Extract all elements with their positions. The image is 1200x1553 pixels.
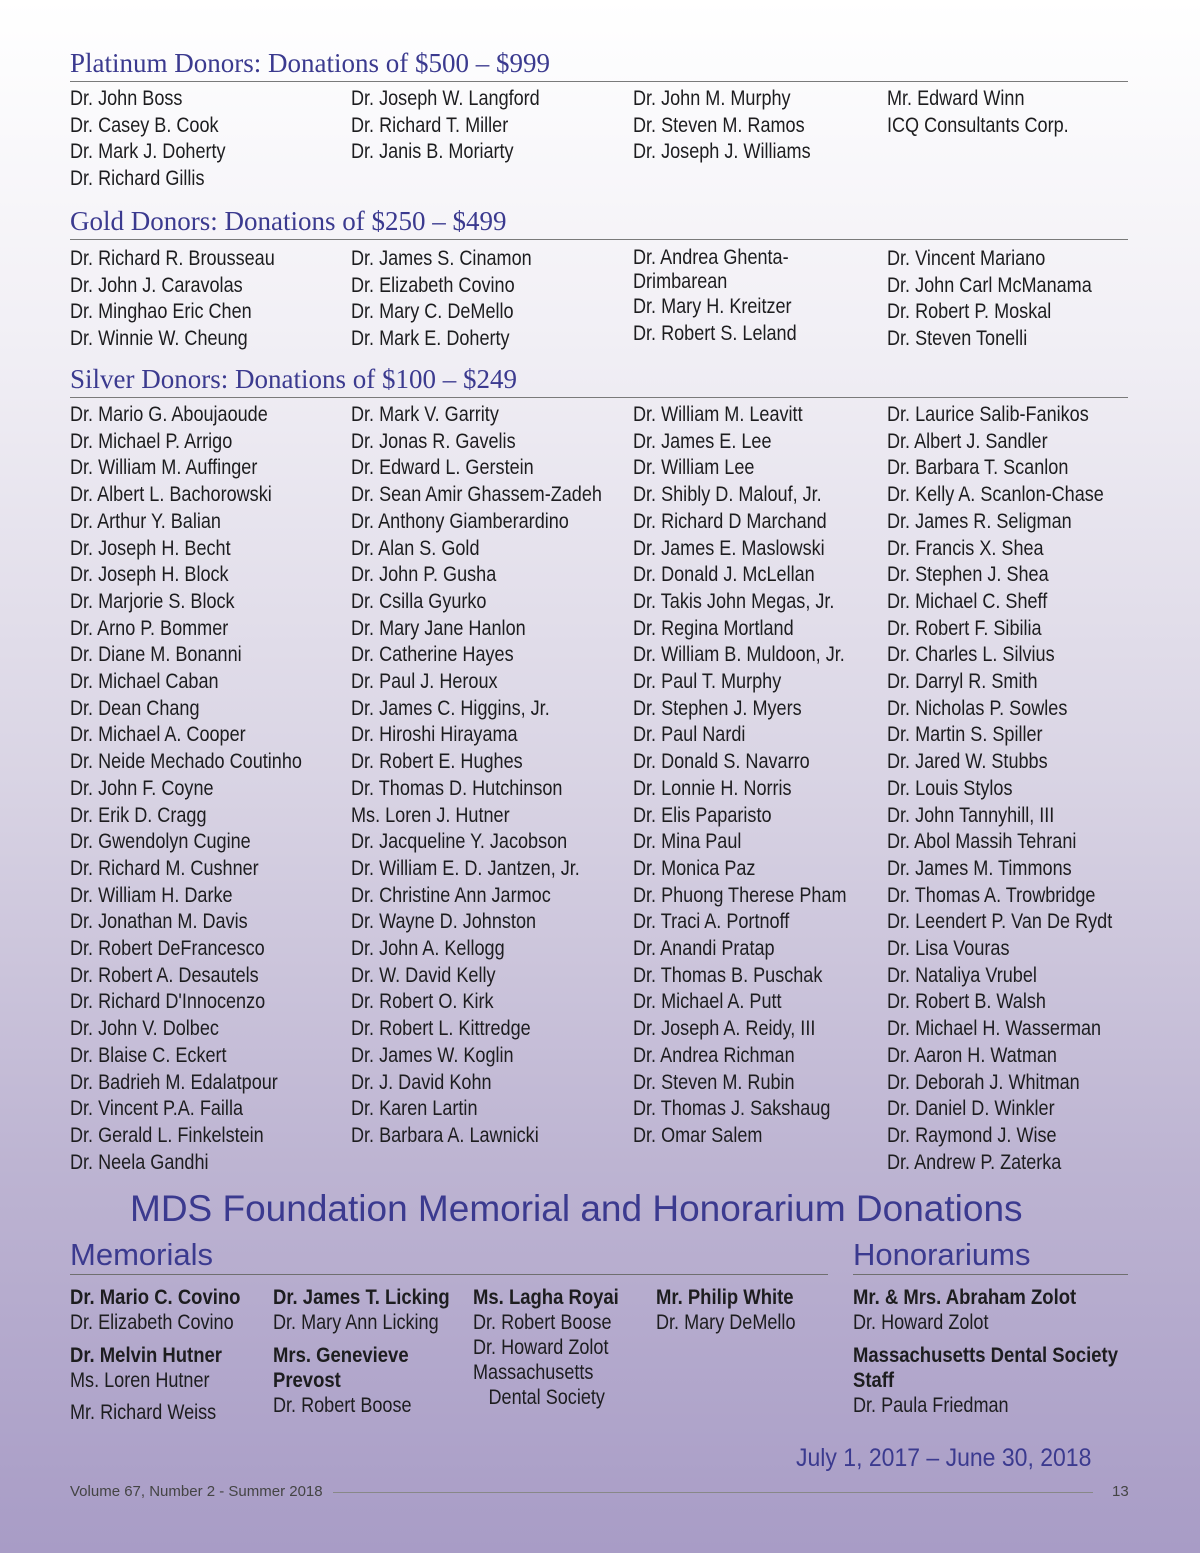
donor-name: Dr. John Boss (70, 87, 183, 110)
platinum-donors-section (70, 46, 1128, 191)
donor-name: Dr. Kelly A. Scanlon-Chase (887, 483, 1104, 507)
memorial-column-2 (273, 1285, 474, 1418)
platinum-col-3 (633, 86, 840, 166)
gold-col-3 (633, 246, 833, 347)
donor-name: Dr. Lonnie H. Norris (633, 776, 792, 800)
donor-name: Dr. Albert L. Bachorowski (70, 483, 272, 507)
memorial-donor: Mr. Richard Weiss (70, 1401, 217, 1424)
donor-name: Dr. Francis X. Shea (887, 536, 1044, 560)
donor-name: Dr. Barbara T. Scanlon (887, 456, 1069, 480)
donor-name: Dr. Winnie W. Cheung (70, 327, 248, 351)
donor-name: Dr. Csilla Gyurko (351, 589, 487, 613)
donor-name: Dr. Arno P. Bommer (70, 616, 229, 640)
donor-name: Dr. Laurice Salib-Fanikos (887, 403, 1089, 426)
donor-name: Dr. Phuong Therese Pham (633, 883, 847, 907)
donor-name: Dr. Steven M. Ramos (633, 113, 805, 137)
donor-name: Dr. J. David Kohn (351, 1070, 492, 1094)
donor-name: Dr. Andrea Richman (633, 1043, 795, 1067)
donor-name: Dr. John V. Dolbec (70, 1017, 219, 1041)
donor-name: Dr. Robert F. Sibilia (887, 616, 1042, 640)
memorial-donor: Dr. Elizabeth Covino (70, 1311, 234, 1334)
memorial-honoree: Mr. Philip White (656, 1286, 794, 1309)
donor-name: Dr. John Tannyhill, III (887, 803, 1055, 827)
silver-donors-section (70, 362, 1128, 1174)
donor-name: Dr. Robert A. Desautels (70, 963, 259, 987)
donor-name: Dr. James W. Koglin (351, 1043, 514, 1067)
donor-name: Dr. Deborah J. Whitman (887, 1070, 1080, 1094)
donor-name: Dr. James C. Higgins, Jr. (351, 696, 550, 720)
memorials-heading: Memorials (70, 1236, 828, 1275)
memorial-donor: Dental Society (488, 1386, 605, 1409)
donor-name: Dr. Jacqueline Y. Jacobson (351, 830, 568, 854)
donor-name: Dr. William M. Auffinger (70, 456, 258, 480)
donor-name: Dr. Richard R. Brousseau (70, 247, 275, 270)
donor-name: Dr. Michael C. Sheff (887, 589, 1048, 613)
memorial-donor: Dr. Howard Zolot (473, 1336, 609, 1359)
donor-name: Dr. Christine Ann Jarmoc (351, 883, 551, 907)
donor-name: Dr. Erik D. Cragg (70, 803, 207, 827)
donor-name: Dr. Gwendolyn Cugine (70, 830, 251, 854)
silver-col-4 (887, 402, 1149, 1176)
donor-name: Ms. Loren J. Hutner (351, 803, 510, 827)
silver-col-2 (351, 402, 643, 1150)
donor-name: Dr. William E. D. Jantzen, Jr. (351, 856, 580, 880)
donor-name: Dr. William M. Leavitt (633, 403, 803, 426)
honorarium-honoree: Massachusetts Dental Society (853, 1344, 1118, 1367)
donor-name: Dr. Lisa Vouras (887, 937, 1010, 961)
donor-name: Dr. Robert DeFrancesco (70, 937, 265, 961)
donor-name: Dr. Blaise C. Eckert (70, 1043, 227, 1067)
donor-name: Dr. Omar Salem (633, 1123, 763, 1147)
donor-name: Dr. Karen Lartin (351, 1097, 478, 1121)
donor-name: Dr. Joseph W. Langford (351, 87, 540, 110)
donor-name: Dr. Abol Massih Tehrani (887, 830, 1077, 854)
donor-name: Dr. Robert O. Kirk (351, 990, 494, 1014)
donor-name: Dr. Michael Caban (70, 670, 219, 694)
donor-name: Dr. Jonathan M. Davis (70, 910, 248, 934)
honorarium-honoree: Mr. & Mrs. Abraham Zolot (853, 1286, 1077, 1309)
donor-name: Dr. Steven M. Rubin (633, 1070, 795, 1094)
donor-name: Dr. Michael H. Wasserman (887, 1017, 1102, 1041)
memorial-column-4 (656, 1285, 818, 1335)
donor-name: Dr. Robert B. Walsh (887, 990, 1046, 1014)
donor-name: Dr. Paul Nardi (633, 723, 746, 747)
memorial-honoree: Dr. James T. Licking (273, 1286, 450, 1309)
donor-name: Dr. Neide Mechado Coutinho (70, 750, 302, 774)
donor-name: Dr. Robert E. Hughes (351, 750, 523, 774)
memorial-donor: Massachusetts (473, 1361, 594, 1384)
memorial-honoree: Prevost (273, 1369, 341, 1392)
memorial-honoree: Dr. Mario C. Covino (70, 1286, 241, 1309)
donor-name: Dr. James R. Seligman (887, 509, 1072, 533)
donor-name: Dr. Robert S. Leland (633, 321, 797, 345)
memorial-donor: Dr. Mary Ann Licking (273, 1311, 439, 1334)
donor-name: Dr. Wayne D. Johnston (351, 910, 537, 934)
honorarium-honoree: Staff (853, 1369, 895, 1392)
donor-name: Dr. Neela Gandhi (70, 1150, 209, 1174)
memorial-column-1 (70, 1285, 264, 1425)
donor-name: Dr. John F. Coyne (70, 776, 214, 800)
donor-name: Dr. Louis Stylos (887, 776, 1013, 800)
donor-name: Dr. William H. Darke (70, 883, 233, 907)
donor-name: Dr. Richard Gillis (70, 167, 205, 191)
donor-name: Dr. Sean Amir Ghassem-Zadeh (351, 483, 602, 507)
donor-name: Dr. John J. Caravolas (70, 273, 243, 297)
donor-name: Dr. Edward L. Gerstein (351, 456, 534, 480)
donor-name: Dr. Anthony Giamberardino (351, 509, 569, 533)
donor-name: Dr. Jonas R. Gavelis (351, 429, 516, 453)
memorial-donor: Dr. Robert Boose (473, 1311, 612, 1334)
date-range: July 1, 2017 – June 30, 2018 (796, 1444, 1092, 1472)
donor-name: Dr. Mark V. Garrity (351, 403, 499, 426)
donor-name: Dr. John Carl McManama (887, 273, 1092, 297)
donor-name: Dr. William B. Muldoon, Jr. (633, 643, 845, 667)
donor-name: Dr. Paul J. Heroux (351, 670, 498, 694)
donor-name: Dr. Donald J. McLellan (633, 563, 815, 587)
donor-name: Dr. Minghao Eric Chen (70, 300, 252, 324)
donor-name: Dr. Elis Paparisto (633, 803, 772, 827)
donor-name: Dr. James S. Cinamon (351, 247, 532, 270)
donor-name: Dr. Elizabeth Covino (351, 273, 515, 297)
donor-name: Dr. Vincent P.A. Failla (70, 1097, 244, 1121)
donor-name: Dr. Stephen J. Myers (633, 696, 802, 720)
donor-name: Dr. Richard M. Cushner (70, 856, 259, 880)
donor-name: Dr. Shibly D. Malouf, Jr. (633, 483, 822, 507)
gold-col-2 (351, 246, 561, 353)
silver-heading: Silver Donors: Donations of $100 – $249 (70, 362, 1128, 398)
donor-name: Dr. Albert J. Sandler (887, 429, 1048, 453)
footer-rule (333, 1492, 1093, 1493)
donor-name: Dr. Donald S. Navarro (633, 750, 810, 774)
donor-name: Dr. Vincent Mariano (887, 247, 1046, 270)
donor-name: Dr. Richard T. Miller (351, 113, 509, 137)
memorial-donor: Ms. Loren Hutner (70, 1369, 210, 1392)
donor-name: Dr. Mary Jane Hanlon (351, 616, 526, 640)
donor-name: Dr. John P. Gusha (351, 563, 497, 587)
memorial-donor: Dr. Robert Boose (273, 1394, 412, 1417)
donor-name: Dr. Catherine Hayes (351, 643, 514, 667)
donor-name: Dr. James M. Timmons (887, 856, 1072, 880)
gold-col-4 (887, 246, 1125, 353)
donor-name: Dr. Michael A. Cooper (70, 723, 246, 747)
donor-name: Dr. Barbara A. Lawnicki (351, 1123, 539, 1147)
donor-name: Dr. Darryl R. Smith (887, 670, 1038, 694)
donor-name: Dr. Diane M. Bonanni (70, 643, 242, 667)
donor-name: Dr. Takis John Megas, Jr. (633, 589, 835, 613)
gold-heading: Gold Donors: Donations of $250 – $499 (70, 204, 1128, 240)
donor-name: Dr. Jared W. Stubbs (887, 750, 1048, 774)
donor-name: Mr. Edward Winn (887, 87, 1025, 110)
donor-name: Dr. Hiroshi Hirayama (351, 723, 518, 747)
gold-donors-section (70, 204, 1128, 351)
donor-name: Dr. Andrea Ghenta-Drimbarean (633, 246, 789, 293)
honorarium-donor: Dr. Howard Zolot (853, 1311, 989, 1334)
donor-name: Dr. Badrieh M. Edalatpour (70, 1070, 278, 1094)
donor-name: Dr. James E. Lee (633, 429, 772, 453)
platinum-col-4 (887, 86, 1098, 139)
donor-name: Dr. Mary H. Kreitzer (633, 295, 792, 318)
memorial-donor: Dr. Mary DeMello (656, 1311, 796, 1334)
honorarium-column (853, 1285, 1154, 1418)
donor-name: Dr. Mina Paul (633, 830, 742, 854)
donor-name: Dr. Mario G. Aboujaoude (70, 403, 268, 426)
donor-name: Dr. Michael P. Arrigo (70, 429, 233, 453)
donor-name: Dr. Joseph J. Williams (633, 140, 811, 164)
donor-name: Dr. Steven Tonelli (887, 327, 1028, 351)
footer-issue: Volume 67, Number 2 - Summer 2018 (70, 1483, 323, 1500)
donor-name: Dr. Alan S. Gold (351, 536, 480, 560)
donor-name: Dr. Charles L. Silvius (887, 643, 1055, 667)
donor-name: Dr. Mark E. Doherty (351, 327, 510, 351)
donor-name: Dr. Nicholas P. Sowles (887, 696, 1068, 720)
donor-name: Dr. Janis B. Moriarty (351, 140, 514, 164)
donor-name: Dr. Thomas J. Sakshaug (633, 1097, 831, 1121)
donor-name: Dr. Robert P. Moskal (887, 300, 1052, 324)
donor-name: Dr. Arthur Y. Balian (70, 509, 221, 533)
donor-name: Dr. Thomas A. Trowbridge (887, 883, 1096, 907)
donor-name: Dr. Aaron H. Watman (887, 1043, 1057, 1067)
donor-name: Dr. Andrew P. Zaterka (887, 1150, 1062, 1174)
donor-name: Dr. Robert L. Kittredge (351, 1017, 531, 1041)
donor-name: Dr. Daniel D. Winkler (887, 1097, 1055, 1121)
donor-name: Dr. Paul T. Murphy (633, 670, 782, 694)
honorarium-donor: Dr. Paula Friedman (853, 1394, 1009, 1417)
page-number: 13 (1112, 1483, 1129, 1500)
donor-name: Dr. Monica Paz (633, 856, 756, 880)
donor-name: Dr. Casey B. Cook (70, 113, 219, 137)
donor-name: ICQ Consultants Corp. (887, 113, 1069, 137)
silver-col-3 (633, 402, 881, 1150)
donor-name: Dr. Nataliya Vrubel (887, 963, 1037, 987)
gold-col-1 (70, 246, 308, 353)
donor-name: Dr. John A. Kellogg (351, 937, 505, 961)
honorariums-heading: Honorariums (853, 1236, 1128, 1275)
donor-name: Dr. Michael A. Putt (633, 990, 782, 1014)
silver-col-1 (70, 402, 340, 1176)
donor-name: Dr. W. David Kelly (351, 963, 496, 987)
donor-name: Dr. Mark J. Doherty (70, 140, 226, 164)
donor-name: Dr. John M. Murphy (633, 87, 791, 110)
donor-name: Dr. William Lee (633, 456, 755, 480)
donor-name: Dr. Joseph A. Reidy, III (633, 1017, 816, 1041)
platinum-heading: Platinum Donors: Donations of $500 – $999 (70, 46, 1128, 82)
donor-name: Dr. Stephen J. Shea (887, 563, 1049, 587)
memorial-honorarium-title: MDS Foundation Memorial and Honorarium Donations (130, 1188, 1023, 1229)
memorial-honoree: Dr. Melvin Hutner (70, 1344, 222, 1367)
donor-name: Dr. Richard D'Innocenzo (70, 990, 266, 1014)
donor-name: Dr. Raymond J. Wise (887, 1123, 1057, 1147)
donor-name: Dr. Dean Chang (70, 696, 200, 720)
donor-name: Dr. Richard D Marchand (633, 509, 827, 533)
platinum-col-1 (70, 86, 251, 193)
platinum-col-2 (351, 86, 570, 166)
memorial-honoree: Ms. Lagha Royai (473, 1286, 619, 1309)
donor-name: Dr. Thomas D. Hutchinson (351, 776, 563, 800)
donor-name: Dr. Marjorie S. Block (70, 589, 235, 613)
donor-name: Dr. Joseph H. Block (70, 563, 229, 587)
donor-name: Dr. Joseph H. Becht (70, 536, 231, 560)
donor-name: Dr. Regina Mortland (633, 616, 794, 640)
donor-name: Dr. Martin S. Spiller (887, 723, 1043, 747)
donor-name: Dr. Gerald L. Finkelstein (70, 1123, 264, 1147)
memorial-column-3 (473, 1285, 639, 1410)
donor-name: Dr. Anandi Pratap (633, 937, 775, 961)
donor-name: Dr. Traci A. Portnoff (633, 910, 790, 934)
donor-name: Dr. James E. Maslowski (633, 536, 825, 560)
donor-name: Dr. Leendert P. Van De Rydt (887, 910, 1113, 934)
donor-name: Dr. Thomas B. Puschak (633, 963, 823, 987)
donor-name: Dr. Mary C. DeMello (351, 300, 514, 324)
memorial-honoree: Mrs. Genevieve (273, 1344, 409, 1367)
